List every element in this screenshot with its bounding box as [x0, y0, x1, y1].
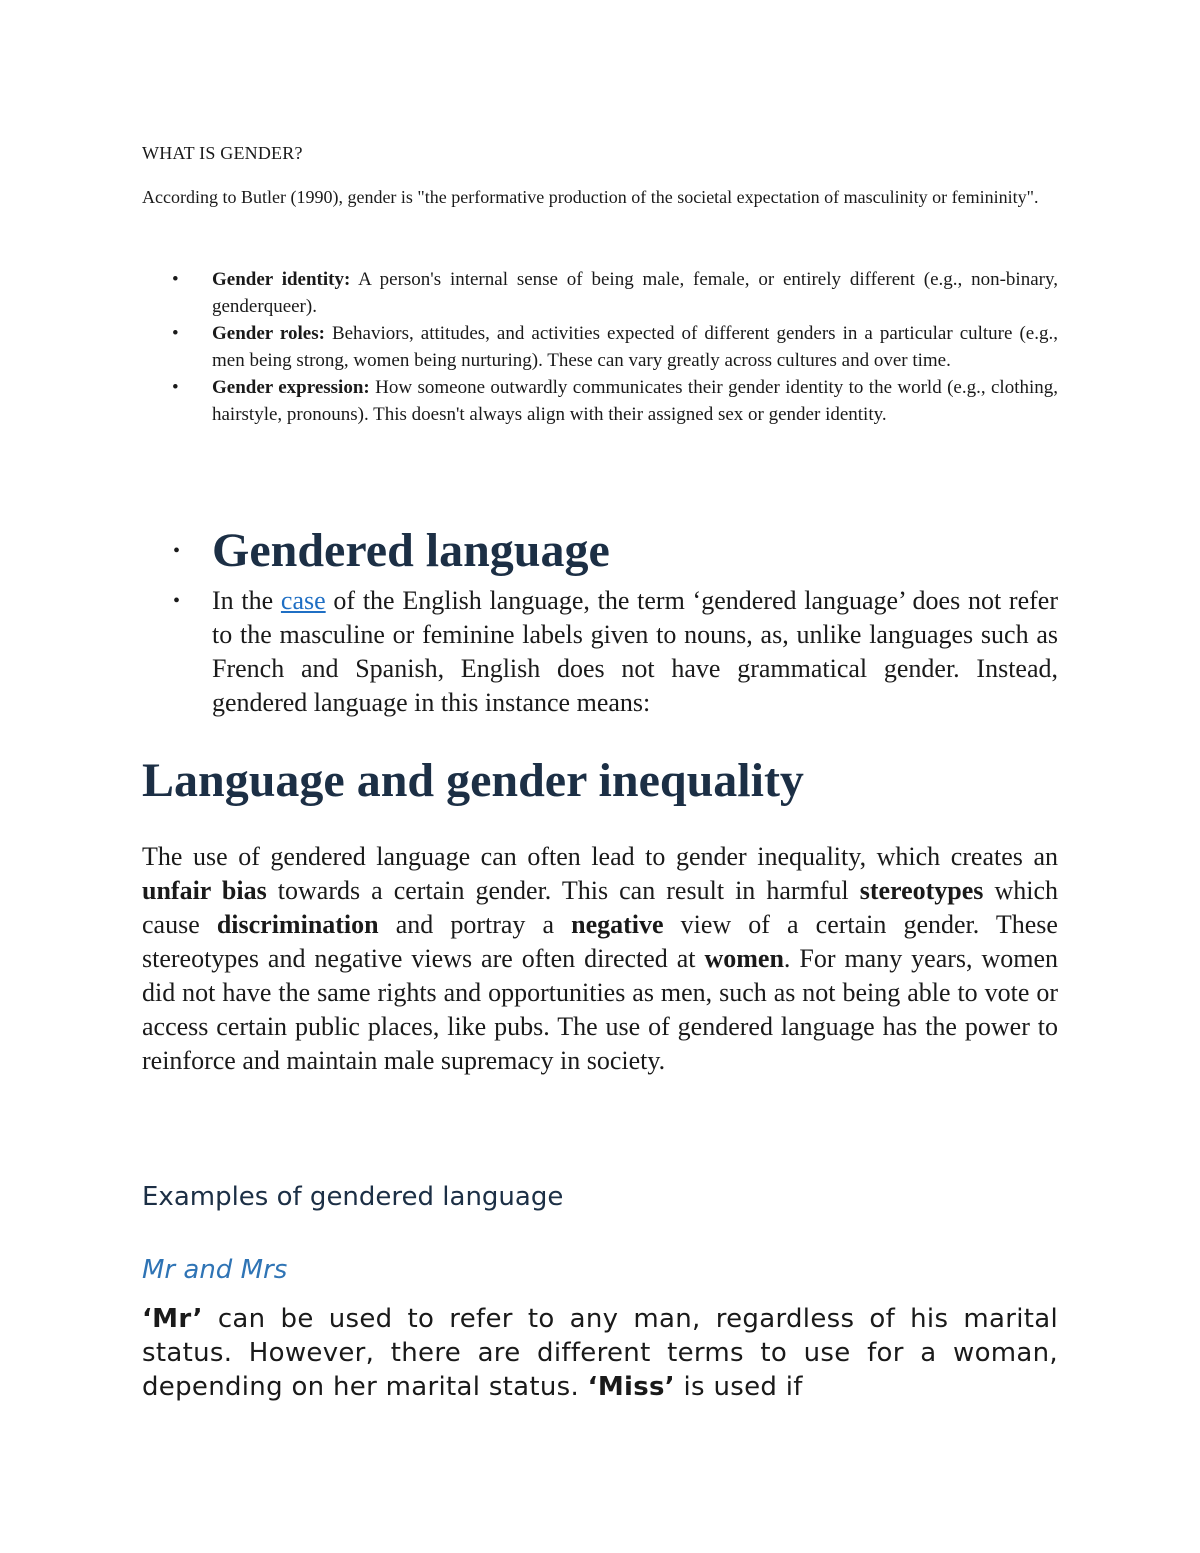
list-item: [142, 520, 1058, 582]
bold-term: unfair bias: [142, 876, 267, 905]
definition-text: Behaviors, attitudes, and activities expected of different genders in a particular culture (e.g., men being strong, women being nurturing). These can vary greatly across cultures and over time.: [212, 323, 1058, 371]
list-item: [142, 374, 1058, 428]
definition-text: How someone outwardly communicates their gender identity to the world (e.g., clothing, hairstyle, pronouns). This doesn't always align with their assigned sex or gender identity.: [212, 377, 1059, 425]
case-link[interactable]: case: [280, 586, 326, 615]
definition-term: Gender expression:: [212, 377, 370, 398]
paragraph-text: is used if: [674, 1372, 803, 1402]
bold-term: discrimination: [216, 910, 379, 939]
paragraph-text: . For many years, women did not have the same rights and opportunities as men, such as not being able to vote or access certain public places, like pubs. The use of gendered language has the power to reinforce and maintain male supremacy in society.: [142, 944, 1058, 1075]
examples-heading: Examples of gendered language: [142, 1182, 564, 1212]
intro-paragraph: According to Butler (1990), gender is "the performative production of the societal expectation of masculinity or femininity".: [142, 187, 1039, 207]
mr-mrs-subheading: Mr and Mrs: [142, 1255, 288, 1285]
paragraph-text: which cause: [142, 876, 1058, 939]
inequality-paragraph: [142, 840, 1058, 1078]
bold-term: women: [704, 944, 784, 973]
definitions-list: [142, 266, 1058, 428]
definition-term: Gender roles:: [212, 323, 325, 344]
list-item: [142, 266, 1058, 320]
paragraph-text: In the: [212, 586, 281, 615]
paragraph-text: The use of gendered language can often lead to gender inequality, which creates an: [142, 842, 1058, 871]
page-title: WHAT IS GENDER?: [142, 143, 303, 163]
gendered-language-list: [142, 520, 1058, 720]
list-item: [142, 320, 1058, 374]
paragraph-text: view of a certain gender. These stereotypes and negative views are often directed at: [142, 910, 1058, 973]
bold-term: stereotypes: [859, 876, 984, 905]
list-item: [142, 584, 1058, 720]
paragraph-text: towards a certain gender. This can result in harmful: [266, 876, 860, 905]
gendered-language-paragraph: [212, 584, 1058, 720]
gendered-language-heading: • Gendered language: [212, 524, 610, 577]
definition-term: Gender identity:: [212, 269, 351, 290]
definition-text: A person's internal sense of being male, female, or entirely different (e.g., non-binary, genderqueer).: [212, 269, 1058, 317]
bold-term: ‘Mr’: [142, 1304, 203, 1334]
bold-term: negative: [571, 910, 664, 939]
paragraph-text: can be used to refer to any man, regardless of his marital status. However, there are different terms to use for a woman, depending on her marital status.: [142, 1304, 1058, 1402]
bold-term: ‘Miss’: [587, 1372, 675, 1402]
mr-mrs-paragraph: [142, 1302, 1058, 1404]
paragraph-text: of the English language, the term ‘gendered language’ does not refer to the masculine or feminine labels given to nouns, as, unlike languages such as French and Spanish, English does not have grammatical gender. Instead, gendered language in this instance means:: [212, 586, 1058, 717]
inequality-heading: Language and gender inequality: [142, 754, 804, 807]
paragraph-text: and portray a: [378, 910, 572, 939]
